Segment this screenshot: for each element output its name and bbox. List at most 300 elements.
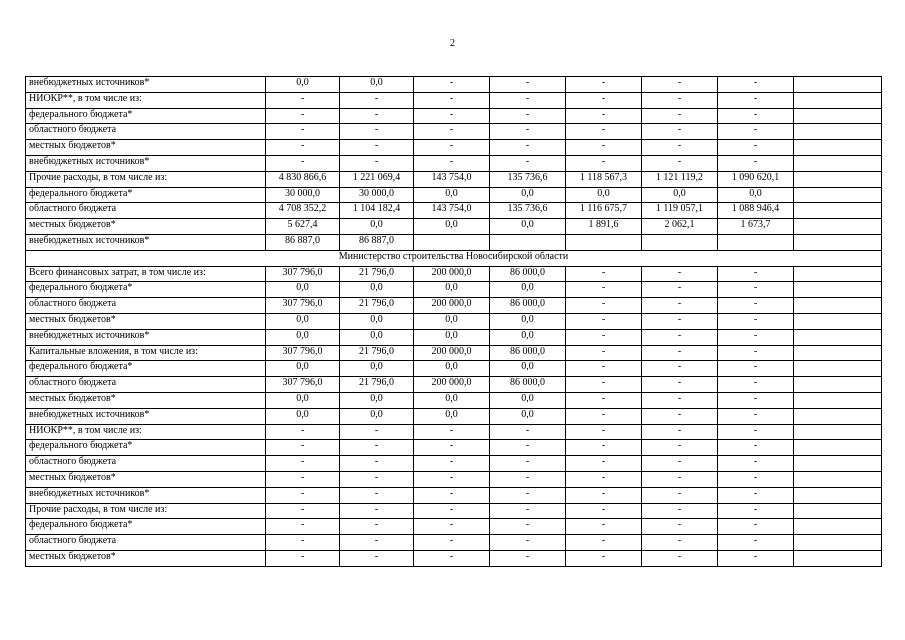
table-cell: - xyxy=(414,487,490,503)
table-cell: - xyxy=(642,124,718,140)
table-cell xyxy=(794,298,882,314)
table-cell: - xyxy=(414,471,490,487)
row-label: федерального бюджета* xyxy=(26,108,266,124)
table-cell: - xyxy=(340,440,414,456)
row-label: областного бюджета xyxy=(26,298,266,314)
table-row xyxy=(26,329,882,345)
table-cell xyxy=(794,487,882,503)
row-label: внебюджетных источников* xyxy=(26,329,266,345)
table-row xyxy=(26,471,882,487)
table-cell: 30 000,0 xyxy=(266,187,340,203)
table-row xyxy=(26,266,882,282)
table-row xyxy=(26,155,882,171)
row-label: Прочие расходы, в том числе из: xyxy=(26,171,266,187)
table-cell: - xyxy=(642,92,718,108)
table-row xyxy=(26,219,882,235)
table-cell: - xyxy=(490,155,566,171)
table-cell xyxy=(794,124,882,140)
table-cell: - xyxy=(718,424,794,440)
table-cell: 0,0 xyxy=(566,187,642,203)
table-row xyxy=(26,377,882,393)
table-cell: - xyxy=(718,519,794,535)
table-cell: - xyxy=(414,155,490,171)
table-cell: 0,0 xyxy=(266,408,340,424)
table-cell: 0,0 xyxy=(340,392,414,408)
table-cell: - xyxy=(490,550,566,566)
table-cell: 1 221 069,4 xyxy=(340,171,414,187)
table-cell: 0,0 xyxy=(414,219,490,235)
table-cell xyxy=(794,155,882,171)
table-cell: 86 000,0 xyxy=(490,266,566,282)
table-cell: 0,0 xyxy=(340,77,414,93)
table-cell: - xyxy=(566,471,642,487)
table-cell xyxy=(794,140,882,156)
table-cell: 0,0 xyxy=(266,313,340,329)
table-row xyxy=(26,440,882,456)
table-cell: 1 121 119,2 xyxy=(642,171,718,187)
table-cell: 1 673,7 xyxy=(718,219,794,235)
table-cell: - xyxy=(490,92,566,108)
table-cell: 1 118 567,3 xyxy=(566,171,642,187)
table-cell: 0,0 xyxy=(340,408,414,424)
table-cell: - xyxy=(642,471,718,487)
table-cell xyxy=(414,234,490,250)
table-cell: 21 796,0 xyxy=(340,377,414,393)
table-cell: - xyxy=(414,140,490,156)
table-cell: 86 887,0 xyxy=(340,234,414,250)
table-cell: - xyxy=(642,77,718,93)
table-cell: - xyxy=(718,282,794,298)
table-row xyxy=(26,124,882,140)
table-cell: 4 708 352,2 xyxy=(266,203,340,219)
table-cell: 0,0 xyxy=(266,77,340,93)
table-cell: - xyxy=(642,155,718,171)
table-cell: 200 000,0 xyxy=(414,298,490,314)
table-cell: - xyxy=(718,108,794,124)
table-row xyxy=(26,92,882,108)
table-cell: - xyxy=(266,155,340,171)
table-cell: 0,0 xyxy=(414,329,490,345)
table-cell xyxy=(794,187,882,203)
table-cell: 0,0 xyxy=(414,408,490,424)
table-cell xyxy=(794,108,882,124)
row-label: Прочие расходы, в том числе из: xyxy=(26,503,266,519)
table-cell: - xyxy=(642,440,718,456)
table-cell: - xyxy=(718,155,794,171)
row-label: местных бюджетов* xyxy=(26,471,266,487)
table-cell: - xyxy=(340,124,414,140)
table-cell xyxy=(794,329,882,345)
table-cell: - xyxy=(642,329,718,345)
row-label: НИОКР**, в том числе из: xyxy=(26,424,266,440)
table-cell: - xyxy=(642,456,718,472)
table-cell: 86 000,0 xyxy=(490,298,566,314)
table-cell: - xyxy=(340,503,414,519)
table-cell: - xyxy=(490,124,566,140)
table-cell: - xyxy=(566,535,642,551)
table-cell: 143 754,0 xyxy=(414,203,490,219)
row-label: Всего финансовых затрат, в том числе из: xyxy=(26,266,266,282)
row-label: областного бюджета xyxy=(26,203,266,219)
table-row xyxy=(26,77,882,93)
row-label: областного бюджета xyxy=(26,535,266,551)
table-cell: - xyxy=(340,155,414,171)
table-cell: - xyxy=(340,471,414,487)
table-cell: 200 000,0 xyxy=(414,345,490,361)
table-cell xyxy=(794,171,882,187)
table-cell: - xyxy=(718,408,794,424)
table-cell: - xyxy=(718,487,794,503)
table-cell: - xyxy=(718,140,794,156)
table-cell: 21 796,0 xyxy=(340,266,414,282)
table-cell: 200 000,0 xyxy=(414,266,490,282)
table-cell xyxy=(794,361,882,377)
table-cell: - xyxy=(266,503,340,519)
table-cell: - xyxy=(566,345,642,361)
table-cell: 4 830 866,6 xyxy=(266,171,340,187)
table-cell xyxy=(794,440,882,456)
table-cell: - xyxy=(718,440,794,456)
row-label: внебюджетных источников* xyxy=(26,77,266,93)
table-cell: - xyxy=(414,124,490,140)
row-label: внебюджетных источников* xyxy=(26,155,266,171)
table-cell: - xyxy=(490,519,566,535)
table-cell: 0,0 xyxy=(490,329,566,345)
table-cell: - xyxy=(642,313,718,329)
table-cell xyxy=(794,219,882,235)
table-cell: - xyxy=(718,503,794,519)
row-label: федерального бюджета* xyxy=(26,519,266,535)
table-cell: 0,0 xyxy=(414,361,490,377)
table-cell xyxy=(794,77,882,93)
table-cell: - xyxy=(266,92,340,108)
table-cell: - xyxy=(642,140,718,156)
budget-table xyxy=(25,76,882,567)
table-row xyxy=(26,282,882,298)
table-row xyxy=(26,408,882,424)
table-cell: 0,0 xyxy=(266,361,340,377)
table-row xyxy=(26,550,882,566)
table-cell: 1 891,6 xyxy=(566,219,642,235)
table-cell xyxy=(794,266,882,282)
table-cell xyxy=(642,234,718,250)
table-row xyxy=(26,313,882,329)
table-row xyxy=(26,424,882,440)
table-cell: - xyxy=(266,471,340,487)
table-cell: - xyxy=(340,424,414,440)
table-cell: - xyxy=(340,92,414,108)
table-cell: - xyxy=(566,503,642,519)
table-cell: - xyxy=(718,345,794,361)
table-cell: - xyxy=(266,424,340,440)
table-cell: 1 088 946,4 xyxy=(718,203,794,219)
table-cell: - xyxy=(340,535,414,551)
table-cell: 86 887,0 xyxy=(266,234,340,250)
row-label: федерального бюджета* xyxy=(26,187,266,203)
table-cell: - xyxy=(718,298,794,314)
table-cell: - xyxy=(642,266,718,282)
table-cell xyxy=(794,519,882,535)
table-row xyxy=(26,503,882,519)
row-label: местных бюджетов* xyxy=(26,392,266,408)
table-cell: - xyxy=(414,424,490,440)
table-cell: - xyxy=(266,550,340,566)
table-cell: - xyxy=(266,519,340,535)
table-cell: 0,0 xyxy=(340,219,414,235)
table-cell: - xyxy=(414,550,490,566)
table-cell: - xyxy=(642,392,718,408)
table-cell: 21 796,0 xyxy=(340,298,414,314)
table-row xyxy=(26,234,882,250)
table-cell: - xyxy=(414,77,490,93)
table-cell: - xyxy=(266,456,340,472)
table-cell: - xyxy=(414,519,490,535)
table-cell: 5 627,4 xyxy=(266,219,340,235)
table-cell: 0,0 xyxy=(414,392,490,408)
table-cell: 0,0 xyxy=(340,282,414,298)
table-cell xyxy=(794,92,882,108)
table-cell: - xyxy=(566,92,642,108)
table-cell: - xyxy=(266,124,340,140)
table-cell: - xyxy=(490,503,566,519)
table-cell: - xyxy=(566,408,642,424)
table-cell: - xyxy=(340,550,414,566)
row-label: НИОКР**, в том числе из: xyxy=(26,92,266,108)
table-cell: 1 116 675,7 xyxy=(566,203,642,219)
table-cell: - xyxy=(642,519,718,535)
table-cell: - xyxy=(718,535,794,551)
table-cell: - xyxy=(566,392,642,408)
table-cell: - xyxy=(566,424,642,440)
table-cell: 0,0 xyxy=(642,187,718,203)
table-cell: - xyxy=(490,456,566,472)
table-cell xyxy=(794,550,882,566)
table-cell: - xyxy=(642,503,718,519)
table-cell xyxy=(566,234,642,250)
table-cell: 0,0 xyxy=(490,408,566,424)
table-row xyxy=(26,535,882,551)
table-row xyxy=(26,487,882,503)
table-row xyxy=(26,108,882,124)
table-cell xyxy=(794,535,882,551)
table-cell: 0,0 xyxy=(490,313,566,329)
table-cell: - xyxy=(490,440,566,456)
table-cell: 0,0 xyxy=(340,313,414,329)
table-cell: - xyxy=(566,266,642,282)
table-cell xyxy=(490,234,566,250)
row-label: местных бюджетов* xyxy=(26,550,266,566)
table-cell: 86 000,0 xyxy=(490,377,566,393)
table-cell: 0,0 xyxy=(266,392,340,408)
row-label: местных бюджетов* xyxy=(26,140,266,156)
table-cell: - xyxy=(566,77,642,93)
row-label: областного бюджета xyxy=(26,377,266,393)
table-cell xyxy=(794,282,882,298)
table-cell: - xyxy=(414,440,490,456)
table-cell xyxy=(794,408,882,424)
table-cell: - xyxy=(642,345,718,361)
table-cell xyxy=(794,345,882,361)
table-cell: 0,0 xyxy=(490,219,566,235)
row-label: внебюджетных источников* xyxy=(26,234,266,250)
table-cell xyxy=(794,203,882,219)
table-cell: 0,0 xyxy=(340,329,414,345)
table-cell: - xyxy=(642,550,718,566)
table-cell: - xyxy=(642,408,718,424)
table-cell xyxy=(794,424,882,440)
section-header-row xyxy=(26,250,882,266)
table-cell: - xyxy=(566,487,642,503)
table-cell: - xyxy=(642,282,718,298)
table-row xyxy=(26,345,882,361)
table-cell: 1 090 620,1 xyxy=(718,171,794,187)
table-cell: 135 736,6 xyxy=(490,171,566,187)
table-cell: - xyxy=(642,361,718,377)
table-row xyxy=(26,519,882,535)
table-cell xyxy=(794,471,882,487)
table-cell: - xyxy=(642,298,718,314)
table-row xyxy=(26,140,882,156)
table-cell: 0,0 xyxy=(490,282,566,298)
table-cell: 0,0 xyxy=(340,361,414,377)
table-cell: 0,0 xyxy=(718,187,794,203)
table-cell: - xyxy=(642,424,718,440)
table-cell: - xyxy=(340,487,414,503)
table-cell: - xyxy=(718,266,794,282)
table-cell: - xyxy=(566,329,642,345)
row-label: внебюджетных источников* xyxy=(26,487,266,503)
table-cell: - xyxy=(266,108,340,124)
row-label: Капитальные вложения, в том числе из: xyxy=(26,345,266,361)
table-cell: - xyxy=(566,124,642,140)
table-cell: - xyxy=(718,456,794,472)
table-cell: - xyxy=(566,313,642,329)
table-cell: - xyxy=(266,140,340,156)
table-cell: - xyxy=(490,424,566,440)
table-cell: 0,0 xyxy=(414,282,490,298)
table-cell: - xyxy=(718,77,794,93)
table-cell: 30 000,0 xyxy=(340,187,414,203)
table-cell: - xyxy=(490,487,566,503)
table-row xyxy=(26,392,882,408)
table-cell: - xyxy=(490,140,566,156)
row-label: местных бюджетов* xyxy=(26,219,266,235)
table-cell: - xyxy=(266,535,340,551)
row-label: областного бюджета xyxy=(26,456,266,472)
table-cell: - xyxy=(566,298,642,314)
table-cell: - xyxy=(566,108,642,124)
table-cell xyxy=(794,234,882,250)
table-cell: - xyxy=(718,361,794,377)
table-cell: - xyxy=(340,519,414,535)
table-cell xyxy=(794,456,882,472)
table-cell: - xyxy=(566,456,642,472)
table-cell: 0,0 xyxy=(414,187,490,203)
page-number: 2 xyxy=(450,38,455,49)
table-cell: - xyxy=(566,282,642,298)
table-cell: 143 754,0 xyxy=(414,171,490,187)
table-cell: - xyxy=(566,440,642,456)
table-cell: - xyxy=(414,108,490,124)
table-row xyxy=(26,203,882,219)
table-row xyxy=(26,171,882,187)
table-cell: - xyxy=(718,550,794,566)
table-cell: - xyxy=(266,487,340,503)
table-cell: - xyxy=(566,155,642,171)
table-cell: 307 796,0 xyxy=(266,298,340,314)
table-cell: 0,0 xyxy=(266,329,340,345)
table-cell: - xyxy=(414,92,490,108)
table-cell xyxy=(794,377,882,393)
table-cell: 86 000,0 xyxy=(490,345,566,361)
table-cell: - xyxy=(490,108,566,124)
table-cell: 2 062,1 xyxy=(642,219,718,235)
table-cell xyxy=(718,234,794,250)
table-cell: - xyxy=(490,535,566,551)
table-cell xyxy=(794,503,882,519)
table-cell xyxy=(794,313,882,329)
table-cell: - xyxy=(566,519,642,535)
table-row xyxy=(26,298,882,314)
table-cell: - xyxy=(566,377,642,393)
table-cell: - xyxy=(566,550,642,566)
table-cell: 307 796,0 xyxy=(266,266,340,282)
row-label: внебюджетных источников* xyxy=(26,408,266,424)
table-cell: - xyxy=(642,377,718,393)
table-cell: - xyxy=(642,535,718,551)
table-cell: - xyxy=(566,361,642,377)
row-label: федерального бюджета* xyxy=(26,440,266,456)
row-label: местных бюджетов* xyxy=(26,313,266,329)
table-row xyxy=(26,187,882,203)
table-cell: - xyxy=(566,140,642,156)
table-cell: 21 796,0 xyxy=(340,345,414,361)
table-cell: 1 104 182,4 xyxy=(340,203,414,219)
table-cell xyxy=(794,392,882,408)
table-cell: - xyxy=(642,487,718,503)
table-row xyxy=(26,361,882,377)
table-cell: - xyxy=(642,108,718,124)
table-cell: 307 796,0 xyxy=(266,377,340,393)
table-cell: 0,0 xyxy=(490,392,566,408)
table-cell: - xyxy=(414,503,490,519)
table-cell: - xyxy=(718,329,794,345)
table-cell: - xyxy=(718,392,794,408)
table-cell: 1 119 057,1 xyxy=(642,203,718,219)
table-cell: 307 796,0 xyxy=(266,345,340,361)
table-cell: - xyxy=(266,440,340,456)
table-cell: - xyxy=(718,377,794,393)
table-cell: - xyxy=(718,124,794,140)
table-cell: 135 736,6 xyxy=(490,203,566,219)
table-cell: - xyxy=(340,108,414,124)
table-cell: - xyxy=(718,92,794,108)
table-cell: - xyxy=(414,456,490,472)
table-cell: 200 000,0 xyxy=(414,377,490,393)
table-cell: 0,0 xyxy=(414,313,490,329)
table-cell: - xyxy=(718,471,794,487)
table-cell: - xyxy=(414,535,490,551)
row-label: областного бюджета xyxy=(26,124,266,140)
table-cell: - xyxy=(490,471,566,487)
table-cell: - xyxy=(490,77,566,93)
table-cell: 0,0 xyxy=(490,187,566,203)
row-label: федерального бюджета* xyxy=(26,361,266,377)
section-title: Министерство строительства Новосибирской области xyxy=(26,250,882,266)
table-cell: 0,0 xyxy=(266,282,340,298)
table-row xyxy=(26,456,882,472)
row-label: федерального бюджета* xyxy=(26,282,266,298)
